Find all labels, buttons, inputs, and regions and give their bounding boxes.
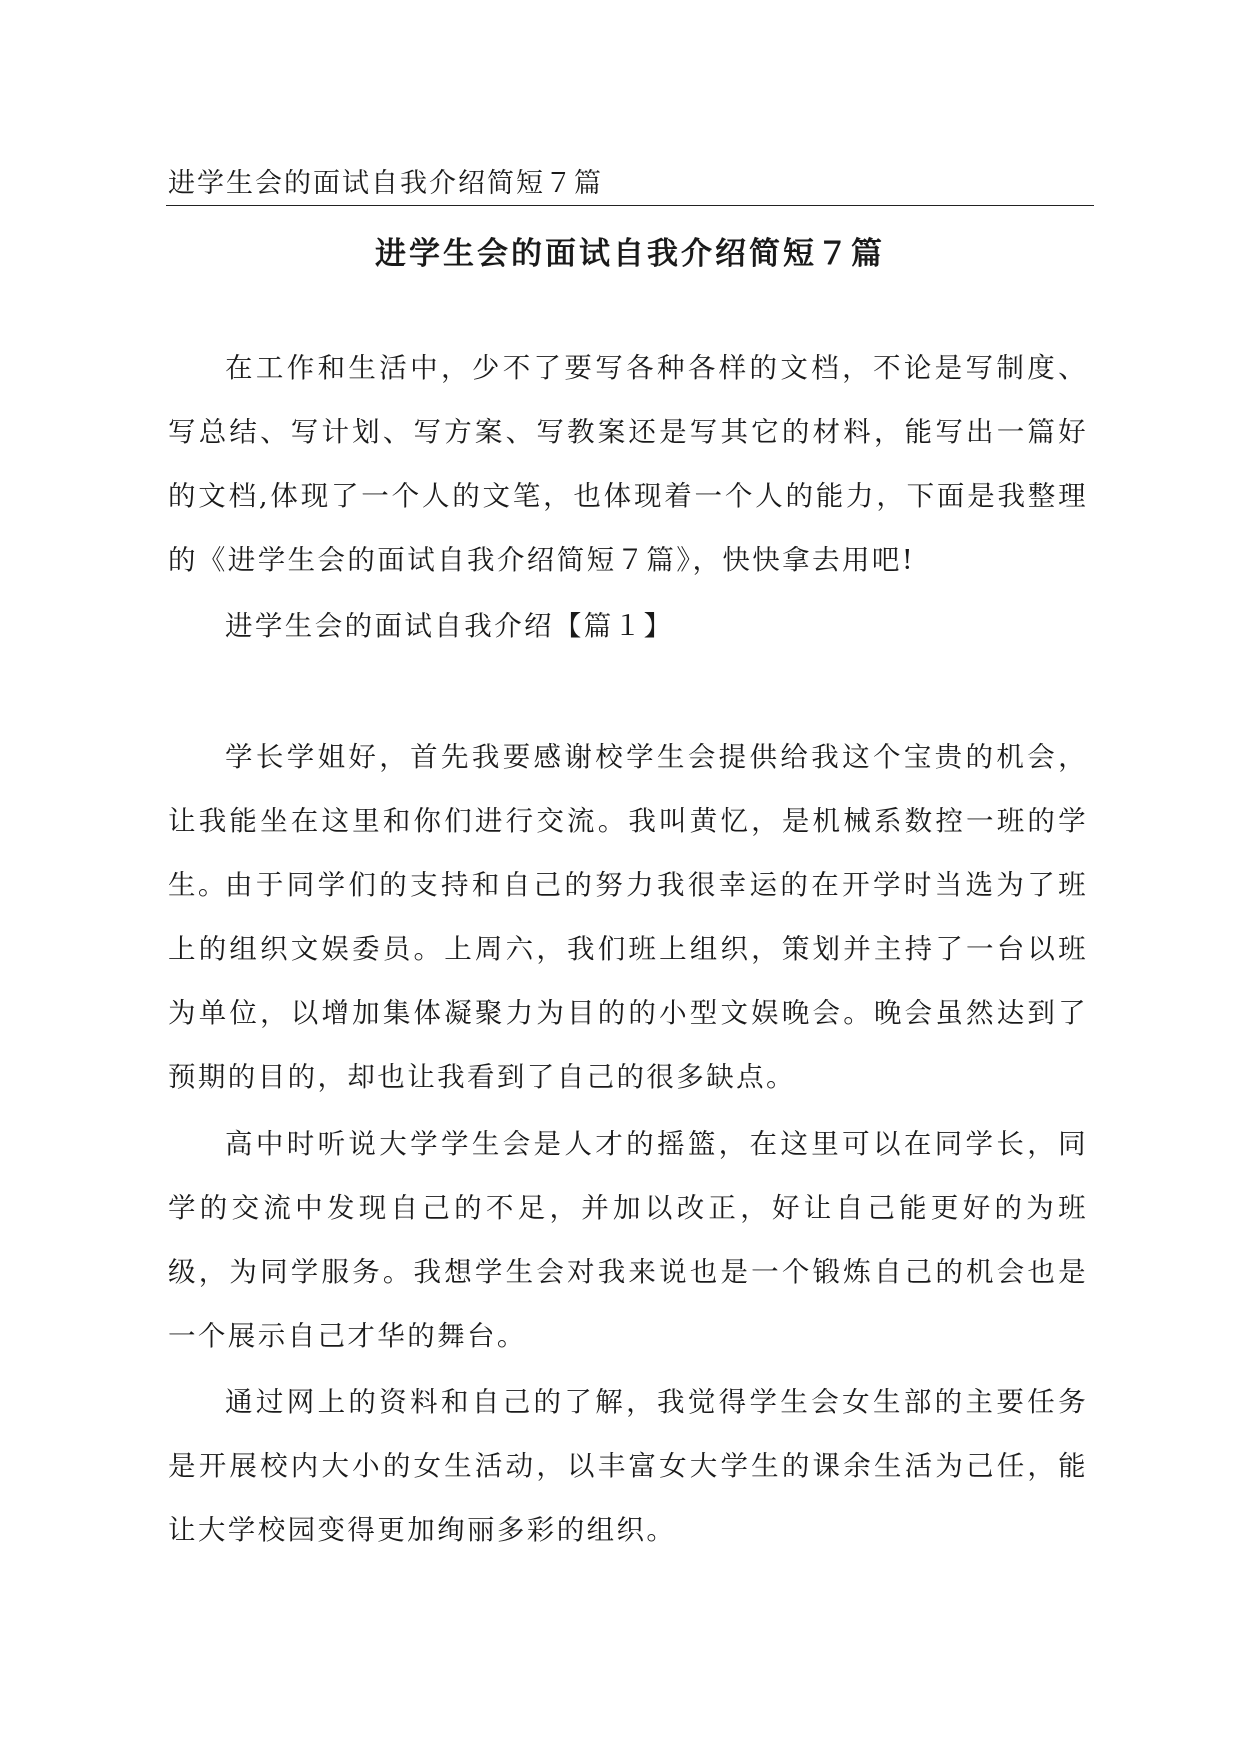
- header-rule: [166, 205, 1094, 206]
- section-heading: 进学生会的面试自我介绍【篇１】: [225, 610, 674, 642]
- intro-paragraph: 在工作和生活中，少不了要写各种各样的文档，不论是写制度、写总结、写计划、写方案、写教案还是写其它的材料，能写出一篇好的文档,体现了一个人的文笔，也体现着一个人的能力，下面是我整理的《进学生会的面试自我介绍简短７篇》，快快拿去用吧!: [168, 352, 1088, 576]
- body-paragraph: 由于同学们的支持和自己的努力我很幸运的在开学时当选为了班上的组织文娱委员。上周六，我们班上组织，策划并主持了一台以班为单位，以增加集体凝聚力为目的的小型文娱晚会。晚会虽然达到了预期的目的，却也让我看到了自己的很多缺点。: [168, 869, 1088, 1093]
- document-title: 进学生会的面试自我介绍简短７篇: [375, 236, 885, 272]
- body-paragraph: 学长学姐好，首先我要感谢校学生会提供给我这个宝贵的机会，让我能坐在这里和你们进行交流。我叫黄忆，是机械系数控一班的学生。: [168, 741, 1088, 901]
- body-paragraph: 高中时听说大学学生会是人才的摇篮，在这里可以在同学长，同学的交流中发现自己的不足，并加以改正，好让自己能更好的为班级，为同学服务。我想学生会对我来说也是一个锻炼自己的机会也是一个展示自己才华的舞台。: [168, 1128, 1088, 1352]
- running-header: 进学生会的面试自我介绍简短７篇: [168, 168, 603, 199]
- body-paragraph: 通过网上的资料和自己的了解，我觉得学生会女生部的主要任务是开展校内大小的女生活动，以丰富女大学生的课余生活为己任，能让大学校园变得更加绚丽多彩的组织。: [168, 1386, 1088, 1546]
